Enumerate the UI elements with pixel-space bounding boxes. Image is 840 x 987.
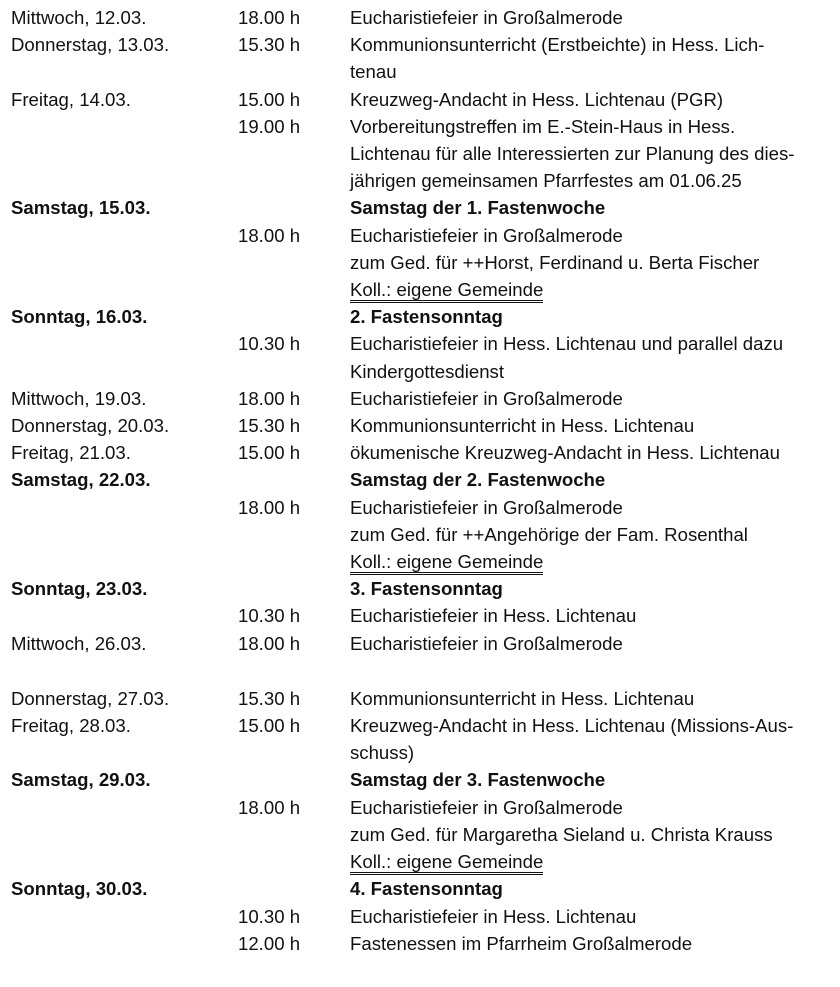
schedule-row: [0, 930, 840, 957]
day-date: Mittwoch, 12.03.: [11, 7, 147, 28]
event-description: Kommunionsunterricht in Hess. Lichtenau: [350, 415, 695, 437]
day-date: Freitag, 28.03.: [11, 715, 131, 737]
schedule-heading-row: [0, 303, 840, 330]
day-date: Sonntag, 23.03.: [11, 578, 148, 600]
schedule-heading-row: [0, 466, 840, 493]
day-date: Donnerstag, 20.03.: [11, 415, 170, 437]
schedule-row: [0, 330, 840, 384]
liturgical-day-title: Samstag der 2. Fastenwoche: [350, 469, 606, 491]
event-description: Fastenessen im Pfarrheim Großalmerode: [350, 932, 693, 954]
event-time: 15.30 h: [238, 415, 301, 437]
schedule-row: [0, 4, 840, 31]
collection-note-wrapper: [350, 548, 836, 575]
event-description: Eucharistiefeier in Hess. Lichtenau: [350, 905, 637, 927]
event-description: Eucharistiefeier in Hess. Lichtenau: [350, 605, 637, 627]
event-time: 10.30 h: [238, 605, 301, 627]
schedule-row: [0, 439, 840, 466]
day-date: Freitag, 14.03.: [11, 88, 131, 110]
schedule-heading-row: [0, 766, 840, 793]
event-time: 18.00 h: [238, 7, 301, 28]
day-date: Donnerstag, 13.03.: [11, 34, 170, 56]
event-time: 18.00 h: [238, 796, 301, 818]
collection-note-wrapper: [350, 276, 836, 303]
liturgical-day-title: 3. Fastensonntag: [350, 578, 503, 600]
collection-row: [0, 548, 840, 575]
event-description: Kreuzweg-Andacht in Hess. Lichtenau (Missions-Aus- schuss): [350, 715, 794, 764]
event-time: 15.30 h: [238, 34, 301, 56]
liturgical-day-title: Samstag der 1. Fastenwoche: [350, 197, 606, 219]
schedule-heading-row: [0, 575, 840, 602]
day-date: Sonntag, 16.03.: [11, 306, 148, 328]
event-time: 15.00 h: [238, 715, 301, 737]
day-date: Freitag, 21.03.: [11, 442, 131, 464]
event-description: Eucharistiefeier in Großalmerode: [350, 387, 623, 409]
event-time: 15.30 h: [238, 687, 301, 709]
collection-row: [0, 848, 840, 875]
schedule-row: [0, 794, 840, 848]
day-date: Sonntag, 30.03.: [11, 878, 148, 900]
schedule-row: [0, 222, 840, 276]
schedule-row: [0, 712, 840, 766]
schedule-row: [0, 86, 840, 113]
schedule-row: [0, 385, 840, 412]
event-time: 10.30 h: [238, 333, 301, 355]
event-time: 10.30 h: [238, 905, 301, 927]
day-date: Samstag, 15.03.: [11, 197, 151, 219]
collection-row: [0, 276, 840, 303]
event-description: Kommunionsunterricht (Erstbeichte) in Hess. Lich- tenau: [350, 34, 765, 83]
event-description: Kreuzweg-Andacht in Hess. Lichtenau (PGR): [350, 88, 724, 110]
event-time: 18.00 h: [238, 387, 301, 409]
event-description: Vorbereitungstreffen im E.-Stein-Haus in Hess. Lichtenau für alle Interessierten zur Planung des dies- jährigen gemeinsamen Pfarrfestes am 01.06.25: [350, 115, 795, 192]
schedule-heading-row: [0, 875, 840, 902]
parish-schedule: [0, 4, 840, 957]
collection-note: Koll.: eigene Gemeinde: [350, 279, 543, 303]
liturgical-day-title: 4. Fastensonntag: [350, 878, 503, 900]
event-time: 18.00 h: [238, 496, 301, 518]
event-time: 15.00 h: [238, 442, 301, 464]
schedule-row: [0, 602, 840, 629]
day-date: Mittwoch, 26.03.: [11, 632, 147, 654]
event-description: Eucharistiefeier in Großalmerode zum Ged. für ++Horst, Ferdinand u. Berta Fischer: [350, 224, 760, 273]
schedule-row: [0, 412, 840, 439]
event-time: 18.00 h: [238, 632, 301, 654]
event-description: Eucharistiefeier in Großalmerode zum Ged. für Margaretha Sieland u. Christa Krauss: [350, 796, 773, 845]
schedule-row: [0, 630, 840, 657]
liturgical-day-title: 2. Fastensonntag: [350, 306, 503, 328]
day-date: Mittwoch, 19.03.: [11, 387, 147, 409]
day-date: Samstag, 22.03.: [11, 469, 151, 491]
event-description: Eucharistiefeier in Großalmerode zum Ged. für ++Angehörige der Fam. Rosenthal: [350, 496, 748, 545]
schedule-row: [0, 685, 840, 712]
event-description: Eucharistiefeier in Hess. Lichtenau und parallel dazu Kindergottesdienst: [350, 333, 784, 382]
event-time: 12.00 h: [238, 932, 301, 954]
liturgical-day-title: Samstag der 3. Fastenwoche: [350, 769, 606, 791]
day-date: Donnerstag, 27.03.: [11, 687, 170, 709]
collection-note: Koll.: eigene Gemeinde: [350, 551, 543, 575]
event-description: Eucharistiefeier in Großalmerode: [350, 7, 623, 28]
schedule-row: [0, 903, 840, 930]
event-description: ökumenische Kreuzweg-Andacht in Hess. Lichtenau: [350, 442, 780, 464]
event-description: Eucharistiefeier in Großalmerode: [350, 632, 623, 654]
event-time: 15.00 h: [238, 88, 301, 110]
schedule-row: [0, 113, 840, 195]
collection-note: Koll.: eigene Gemeinde: [350, 851, 543, 875]
schedule-row: [0, 31, 840, 85]
schedule-heading-row: [0, 194, 840, 221]
schedule-row: [0, 494, 840, 548]
event-time: 18.00 h: [238, 224, 301, 246]
collection-note-wrapper: [350, 848, 836, 875]
event-time: 19.00 h: [238, 115, 301, 137]
event-description: Kommunionsunterricht in Hess. Lichtenau: [350, 687, 695, 709]
day-date: Samstag, 29.03.: [11, 769, 151, 791]
